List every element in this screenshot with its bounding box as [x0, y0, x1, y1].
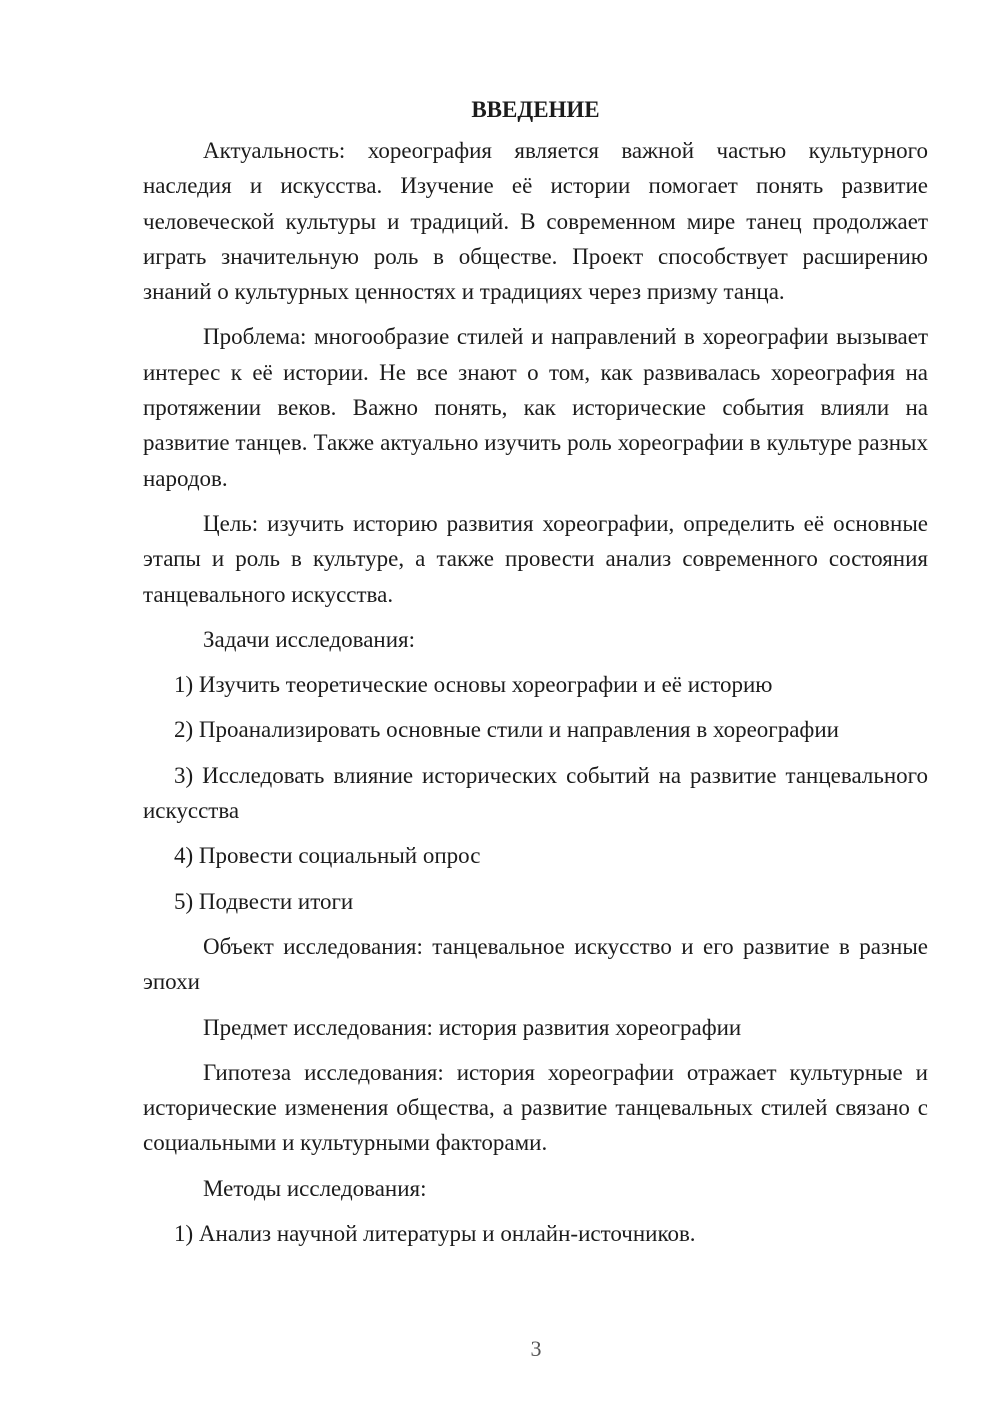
- task-item-1: 1) Изучить теоретические основы хореографии и её историю: [174, 672, 773, 698]
- task-item-4: 4) Провести социальный опрос: [174, 843, 481, 869]
- task-item-3: 3) Исследовать влияние исторических событий на развитие танцевального искусства: [143, 762, 928, 824]
- task-item-5: 5) Подвести итоги: [174, 888, 354, 914]
- paragraph-relevance: Актуальность: хореография является важной частью культурного наследия и искусства. Изучение её истории помогает понять развитие человеческой культуры и традиций. В современном мире танец продолжает играть значительную роль в обществе. Проект способствует расширению знаний о культурных ценностях и традициях через призму танца.: [143, 138, 928, 305]
- paragraph-subject: Предмет исследования: история развития хореографии: [203, 1014, 742, 1040]
- methods-heading: Методы исследования:: [203, 1175, 427, 1201]
- paragraph-hypothesis: Гипотеза исследования: история хореографии отражает культурные и исторические изменения общества, а развитие танцевальных стилей связано с социальными и культурными факторами.: [143, 1059, 928, 1156]
- page-title: ВВЕДЕНИЕ: [471, 97, 600, 122]
- task-item-2: 2) Проанализировать основные стили и направления в хореографии: [174, 717, 839, 743]
- page-content: [143, 92, 928, 1261]
- paragraph-goal: Цель: изучить историю развития хореографии, определить её основные этапы и роль в культуре, а также провести анализ современного состояния танцевального искусства.: [143, 510, 928, 607]
- paragraph-object: Объект исследования: танцевальное искусство и его развитие в разные эпохи: [143, 933, 928, 995]
- page-number: 3: [530, 1336, 542, 1361]
- tasks-heading: Задачи исследования:: [203, 626, 416, 652]
- paragraph-problem: Проблема: многообразие стилей и направлений в хореографии вызывает интерес к её истории. Не все знают о том, как развивалась хореография на протяжении веков. Важно понять, как исторические события влияли на развитие танцев. Также актуально изучить роль хореографии в культуре разных народов.: [143, 324, 928, 491]
- method-item-1: 1) Анализ научной литературы и онлайн-источников.: [174, 1221, 696, 1247]
